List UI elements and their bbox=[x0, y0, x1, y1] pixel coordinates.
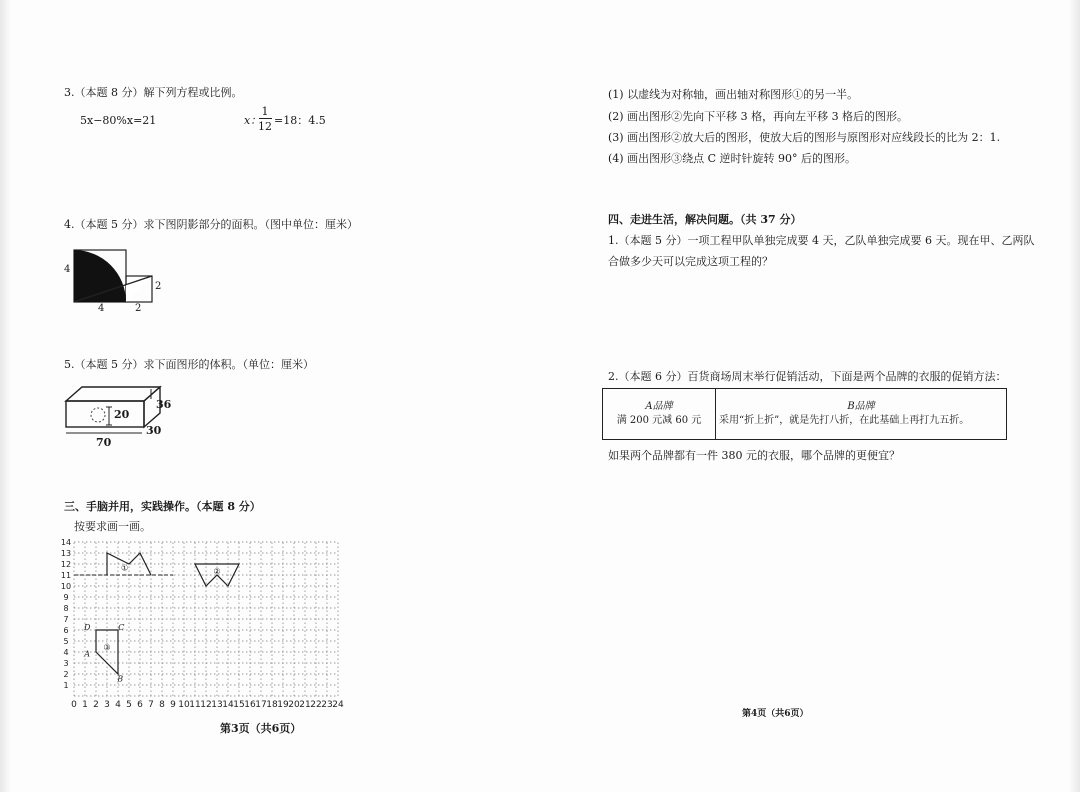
x-axis-label: 2 bbox=[93, 700, 99, 710]
brand-a-promo: 满 200 元减 60 元 bbox=[616, 415, 702, 426]
q5-title: 5.（本题 5 分）求下面图形的体积。（单位：厘米） bbox=[64, 358, 314, 371]
x-axis-label: 7 bbox=[148, 700, 154, 710]
right-page-edge bbox=[1070, 0, 1080, 792]
x-axis-label: 23 bbox=[321, 700, 333, 710]
section-4-q2-title: 2.（本题 6 分）百货商场周末举行促销活动，下面是两个品牌的衣服的促销方法： bbox=[608, 370, 1007, 383]
q4-label-bottom-right: 2 bbox=[135, 303, 142, 314]
y-axis-label: 3 bbox=[63, 659, 69, 668]
brand-a-cell bbox=[603, 389, 716, 440]
y-axis-label: 14 bbox=[60, 538, 72, 547]
task-4: (4) 画出图形③绕点 C 逆时针旋转 90° 后的图形。 bbox=[608, 152, 856, 165]
x-axis-label: 5 bbox=[126, 700, 132, 710]
q3-fraction-numerator: 1 bbox=[261, 105, 269, 118]
q4-label-bottom-left: 4 bbox=[98, 303, 105, 314]
x-axis-label: 10 bbox=[178, 700, 190, 710]
q5-label-hole: 20 bbox=[114, 408, 130, 421]
q3-fraction-denominator: 12 bbox=[258, 120, 272, 133]
point-label-c: C bbox=[118, 623, 125, 632]
q3-equation-1: 5x−80%x=21 bbox=[80, 114, 157, 127]
promotion-table bbox=[602, 388, 1007, 440]
y-axis-label: 6 bbox=[63, 626, 69, 635]
x-axis-label: 24 bbox=[332, 700, 344, 710]
q4-label-left: 4 bbox=[64, 264, 71, 275]
x-axis-label: 1 bbox=[82, 700, 88, 710]
q4-title: 4.（本题 5 分）求下图阴影部分的面积。（图中单位：厘米） bbox=[64, 218, 358, 231]
q5-label-length: 70 bbox=[96, 436, 112, 449]
task-3: (3) 画出图形②放大后的图形，使放大后的图形与原图形对应线段长的比为 2：1. bbox=[608, 131, 1001, 144]
x-axis-label: 0 bbox=[71, 700, 77, 710]
y-axis-label: 11 bbox=[60, 571, 72, 580]
x-axis-label: 15 bbox=[233, 700, 245, 710]
x-axis-label: 3 bbox=[104, 700, 110, 710]
y-axis-label: 13 bbox=[60, 549, 72, 558]
shape-1-label: ① bbox=[121, 563, 129, 573]
right-page-footer: 第4页（共6页） bbox=[742, 709, 809, 719]
x-axis-label: 14 bbox=[222, 700, 234, 710]
point-label-a: A bbox=[84, 649, 91, 659]
q5-label-height: 36 bbox=[156, 398, 172, 411]
y-axis-label: 1 bbox=[63, 681, 69, 690]
x-axis-label: 20 bbox=[288, 700, 300, 710]
x-axis-label: 13 bbox=[211, 700, 223, 710]
y-axis-label: 12 bbox=[60, 560, 72, 569]
left-page-edge bbox=[0, 0, 10, 792]
section-4-q1-line-1: 1.（本题 5 分）一项工程甲队单独完成要 4 天，乙队单独完成要 6 天。现在甲、乙两队 bbox=[608, 234, 1035, 247]
y-axis-label: 4 bbox=[63, 648, 69, 657]
left-page-footer: 第3页（共6页） bbox=[220, 722, 302, 735]
section-3-instruction: 按要求画一画。 bbox=[74, 520, 151, 533]
point-label-d: D bbox=[83, 623, 91, 632]
x-axis-label: 21 bbox=[299, 700, 311, 710]
point-label-b: B bbox=[117, 674, 124, 684]
task-1: (1) 以虚线为对称轴，画出轴对称图形①的另一半。 bbox=[608, 88, 859, 101]
q4-label-right: 2 bbox=[155, 281, 162, 292]
shape-3-label: ③ bbox=[103, 642, 111, 652]
q3-title: 3.（本题 8 分）解下列方程或比例。 bbox=[64, 86, 243, 99]
y-axis-label: 5 bbox=[63, 637, 69, 646]
shape-2-label: ② bbox=[213, 566, 221, 576]
section-3-title: 三、手脑并用，实践操作。（本题 8 分） bbox=[64, 500, 261, 513]
brand-a-header: A品牌 bbox=[645, 401, 673, 412]
q3-fraction-bar bbox=[259, 118, 272, 119]
x-axis-label: 12 bbox=[200, 700, 212, 710]
section-4-q2-question: 如果两个品牌都有一件 380 元的衣服，哪个品牌的更便宜？ bbox=[608, 449, 900, 462]
x-axis-label: 18 bbox=[266, 700, 278, 710]
x-axis-label: 6 bbox=[137, 700, 143, 710]
y-axis-label: 10 bbox=[60, 582, 72, 591]
x-axis-label: 17 bbox=[255, 700, 267, 710]
q4-shaded-figure bbox=[60, 244, 170, 316]
y-axis-label: 9 bbox=[63, 593, 69, 602]
q3-equation-2-prefix: x： bbox=[244, 114, 262, 127]
brand-b-promo: 采用“折上折”，就是先打八折，在此基础上再打九五折。 bbox=[719, 415, 970, 426]
coordinate-grid bbox=[60, 540, 350, 710]
x-axis-label: 11 bbox=[189, 700, 201, 710]
task-2: (2) 画出图形②先向下平移 3 格，再向左平移 3 格后的图形。 bbox=[608, 110, 909, 123]
q5-label-depth: 30 bbox=[146, 424, 162, 437]
x-axis-label: 4 bbox=[115, 700, 121, 710]
x-axis-label: 8 bbox=[159, 700, 165, 710]
brand-b-header: B品牌 bbox=[847, 401, 875, 412]
q3-equation-2-suffix: =18：4.5 bbox=[274, 114, 326, 127]
y-axis-label: 7 bbox=[63, 615, 69, 624]
brand-b-cell bbox=[716, 389, 1007, 440]
section-4-title: 四、走进生活，解决问题。（共 37 分） bbox=[608, 213, 802, 226]
y-axis-label: 8 bbox=[63, 604, 69, 613]
x-axis-label: 9 bbox=[170, 700, 176, 710]
x-axis-label: 19 bbox=[277, 700, 289, 710]
x-axis-label: 16 bbox=[244, 700, 256, 710]
y-axis-label: 2 bbox=[63, 670, 69, 679]
x-axis-label: 22 bbox=[310, 700, 322, 710]
section-4-q1-line-2: 合做多少天可以完成这项工程的？ bbox=[608, 255, 773, 268]
